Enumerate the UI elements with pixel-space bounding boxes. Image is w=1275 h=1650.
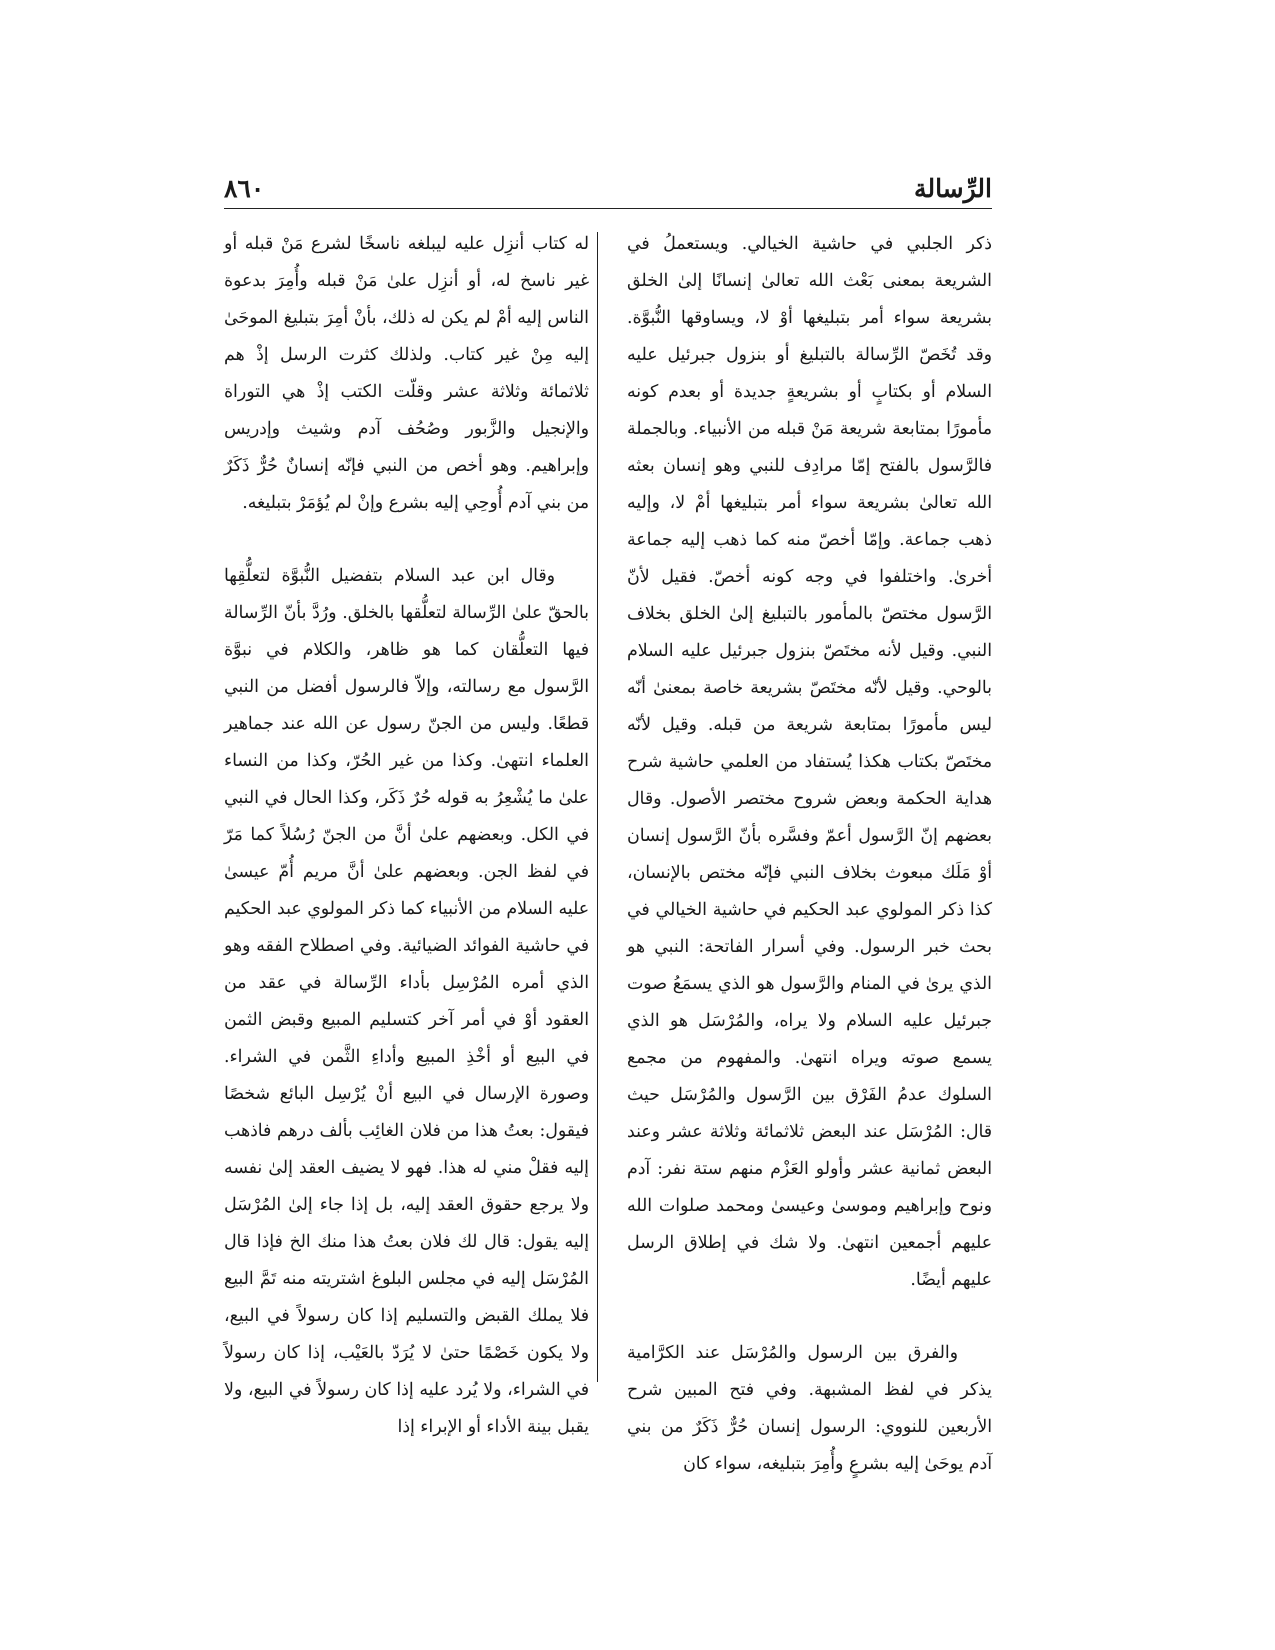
right-column [627, 226, 992, 1483]
paragraph: ذكر الجلبي في حاشية الخيالي. ويستعملُ في الشريعة بمعنى بَعْث الله تعالىٰ إنسانًا إلىٰ الخلق بشريعة سواء أمر بتبليغها أوْ لا، ويساوقها النُّبوَّة. وقد تُخَصّ الرِّسالة بالتبليغ أو بنزول جبرئيل عليه السلام أو بكتابٍ أو بشريعةٍ جديدة أو بعدم كونه مأمورًا بمتابعة شريعة مَنْ قبله من الأنبياء. وبالجملة فالرَّسول بالفتح إمّا مرادِف للنبي وهو إنسان بعثه الله تعالىٰ بشريعة سواء أمر بتبليغها أمْ لا، وإليه ذهب جماعة. وإمّا أخصّ منه كما ذهب إليه جماعة أخرىٰ. واختلفوا في وجه كونه أخصّ. فقيل لأنّ الرَّسول مختصّ بالمأمور بالتبليغ إلىٰ الخلق بخلاف النبي. وقيل لأنه مختَصّ بنزول جبرئيل عليه السلام بالوحي. وقيل لأنّه مختَصّ بشريعة خاصة بمعنىٰ أنّه ليس مأمورًا بمتابعة شريعة من قبله. وقيل لأنّه مختَصّ بكتاب هكذا يُستفاد من العلمي حاشية شرح هداية الحكمة وبعض شروح مختصر الأصول. وقال بعضهم إنّ الرَّسول أعمّ وفسَّره بأنّ الرَّسول إنسان أوْ مَلَك مبعوث بخلاف النبي فإنّه مختص بالإنسان، كذا ذكر المولوي عبد الحكيم في حاشية الخيالي في بحث خبر الرسول. وفي أسرار الفاتحة: النبي هو الذي يرىٰ في المنام والرَّسول هو الذي يسمَعُ صوت جبرئيل عليه السلام ولا يراه، والمُرْسَل هو الذي يسمع صوته ويراه انتهىٰ. والمفهوم من مجمع السلوك عدمُ الفَرْق بين الرَّسول والمُرْسَل حيث قال: المُرْسَل عند البعض ثلاثمائة وثلاثة عشر وعند البعض ثمانية عشر وأولو العَزْم منهم ستة نفر: آدم ونوح وإبراهيم وموسىٰ وعيسىٰ ومحمد صلوات الله عليهم أجمعين انتهىٰ. ولا شك في إطلاق الرسل عليهم أيضًا. [627, 234, 992, 1290]
paragraph: وقال ابن عبد السلام بتفضيل النُّبوَّة لتعلُّقِها بالحقّ علىٰ الرِّسالة لتعلُّقها بالخلق. ورُدَّ بأنّ الرِّسالة فيها التعلُّقان كما هو ظاهر، والكلام في نبوَّة الرَّسول مع رسالته، وإلاّ فالرسول أفضل من النبي قطعًا. وليس من الجنّ رسول عن الله عند جماهير العلماء انتهىٰ. وكذا من غير الحُرّ، وكذا من النساء علىٰ ما يُشْعِرُ به قوله حُرٌ ذَكَر، وكذا الحال في النبي في الكل. وبعضهم علىٰ أنَّ من الجنّ رُسُلاً كما مَرّ في لفظ الجن. وبعضهم علىٰ أنَّ مريم أُمّ عيسىٰ عليه السلام من الأنبياء كما ذكر المولوي عبد الحكيم في حاشية الفوائد الضيائية. وفي اصطلاح الفقه وهو الذي أمره المُرْسِل بأداء الرِّسالة في عقد من العقود أوْ في أمر آخر كتسليم المبيع وقبض الثمن في البيع أو أخْذِ المبيع وأداءِ الثَّمن في الشراء. وصورة الإرسال في البيع أنْ يُرْسِل البائع شخصًا فيقول: بعتُ هذا من فلان الغائِب بألف درهم فاذهب إليه فقلْ مني له هذا. فهو لا يضيف العقد إلىٰ نفسه ولا يرجع حقوق العقد إليه، بل إذا جاء إلىٰ المُرْسَل إليه يقول: قال لك فلان بعتُ هذا منك الخ فإذا قال المُرْسَل إليه في مجلس البلوغ اشتريته منه تَمَّ البيع فلا يملك القبض والتسليم إذا كان رسولاً في البيع، ولا يكون خَصْمًا حتىٰ لا يُرَدّ بالعَيْب، إذا كان رسولاً في الشراء، ولا يُرد عليه إذا كان رسولاً في البيع، ولا يقبل بينة الأداء أو الإبراء إذا [224, 566, 589, 1437]
left-column [224, 226, 589, 1446]
page-number: ٨٦٠ [224, 174, 265, 203]
running-title: الرِّسالة [914, 174, 992, 203]
paragraph: والفرق بين الرسول والمُرْسَل عند الكرَّامية يذكر في لفظ المشبهة. وفي فتح المبين شرح الأربعين للنووي: الرسول إنسان حُرٌّ ذَكَرٌ من بني آدم يوحَىٰ إليه بشرعٍ وأُمِرَ بتبليغه، سواء كان [627, 1343, 992, 1474]
header-rule [224, 208, 992, 209]
page-header [224, 174, 992, 206]
paragraph: له كتاب أنزِل عليه ليبلغه ناسخًا لشرع مَنْ قبله أو غير ناسخ له، أو أنزِل علىٰ مَنْ قبله وأُمِرَ بدعوة الناس إليه أمْ لم يكن له ذلك، بأنْ أمِرَ بتبليغ الموحَىٰ إليه مِنْ غير كتاب. ولذلك كثرت الرسل إذْ هم ثلاثمائة وثلاثة عشر وقلّت الكتب إذْ هي التوراة والإنجيل والزَّبور وصُحُف آدم وشيث وإدريس وإبراهيم. وهو أخص من النبي فإنّه إنسانٌ حُرٌّ ذَكَرٌ من بني آدم أُوحِي إليه بشرع وإنْ لم يُؤمَرْ بتبليغه. [224, 234, 589, 513]
column-divider [597, 232, 598, 1382]
